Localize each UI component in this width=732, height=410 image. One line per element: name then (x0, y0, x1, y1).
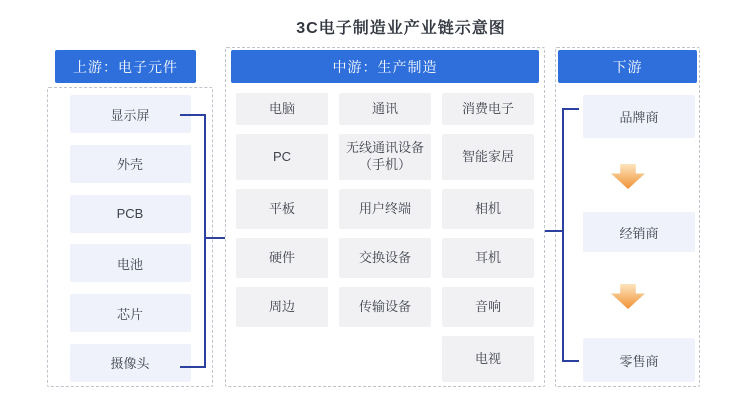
upstream-item-casing: 外壳 (70, 145, 191, 183)
downstream-bracket-bottom-stub (562, 360, 579, 362)
page-title: 3C电子制造业产业链示意图 (296, 20, 506, 37)
upstream-item-battery: 电池 (70, 244, 191, 282)
midstream-cell-wireless-device: 无线通讯设备（手机） (339, 134, 431, 180)
midstream-grid (236, 93, 534, 382)
upstream-item-chip: 芯片 (70, 294, 191, 332)
midstream-cell-transmission-equipment: 传输设备 (339, 287, 431, 327)
downstream-item-retailer: 零售商 (583, 338, 695, 382)
midstream-cell-speakers: 音响 (442, 287, 534, 327)
upstream-item-camera: 摄像头 (70, 344, 191, 382)
downstream-bracket-top-stub (562, 108, 579, 110)
upstream-item-pcb: PCB (70, 195, 191, 233)
midstream-cell-blank (236, 336, 328, 382)
downstream-bracket-vertical-line (562, 108, 564, 362)
midstream-cell-earphones: 耳机 (442, 238, 534, 278)
upstream-bracket-top-stub (180, 114, 206, 116)
upstream-header: 上游：电子元件 (55, 50, 196, 83)
midstream-cell-pc: PC (236, 134, 328, 180)
midstream-to-downstream-connector (545, 230, 564, 232)
downstream-header: 下游 (558, 50, 697, 83)
upstream-bracket-bottom-stub (180, 366, 206, 368)
midstream-cell-camera: 相机 (442, 189, 534, 229)
upstream-bracket-vertical-line (204, 114, 206, 368)
midstream-cell-smart-home: 智能家居 (442, 134, 534, 180)
downstream-item-dealer: 经销商 (583, 212, 695, 252)
midstream-cell-consumer-electronics: 消费电子 (442, 93, 534, 125)
midstream-cell-hardware: 硬件 (236, 238, 328, 278)
upstream-item-list (47, 87, 213, 387)
upstream-to-midstream-connector (204, 237, 226, 239)
midstream-cell-tv: 电视 (442, 336, 534, 382)
midstream-cell-user-terminal: 用户终端 (339, 189, 431, 229)
midstream-cell-communication: 通讯 (339, 93, 431, 125)
upstream-item-display: 显示屏 (70, 95, 191, 133)
downstream-item-brand: 品牌商 (583, 95, 695, 138)
midstream-cell-peripherals: 周边 (236, 287, 328, 327)
midstream-header: 中游：生产制造 (231, 50, 539, 83)
midstream-cell-switching-equipment: 交换设备 (339, 238, 431, 278)
midstream-cell-computer: 电脑 (236, 93, 328, 125)
midstream-cell-tablet: 平板 (236, 189, 328, 229)
midstream-cell-blank (339, 336, 431, 382)
